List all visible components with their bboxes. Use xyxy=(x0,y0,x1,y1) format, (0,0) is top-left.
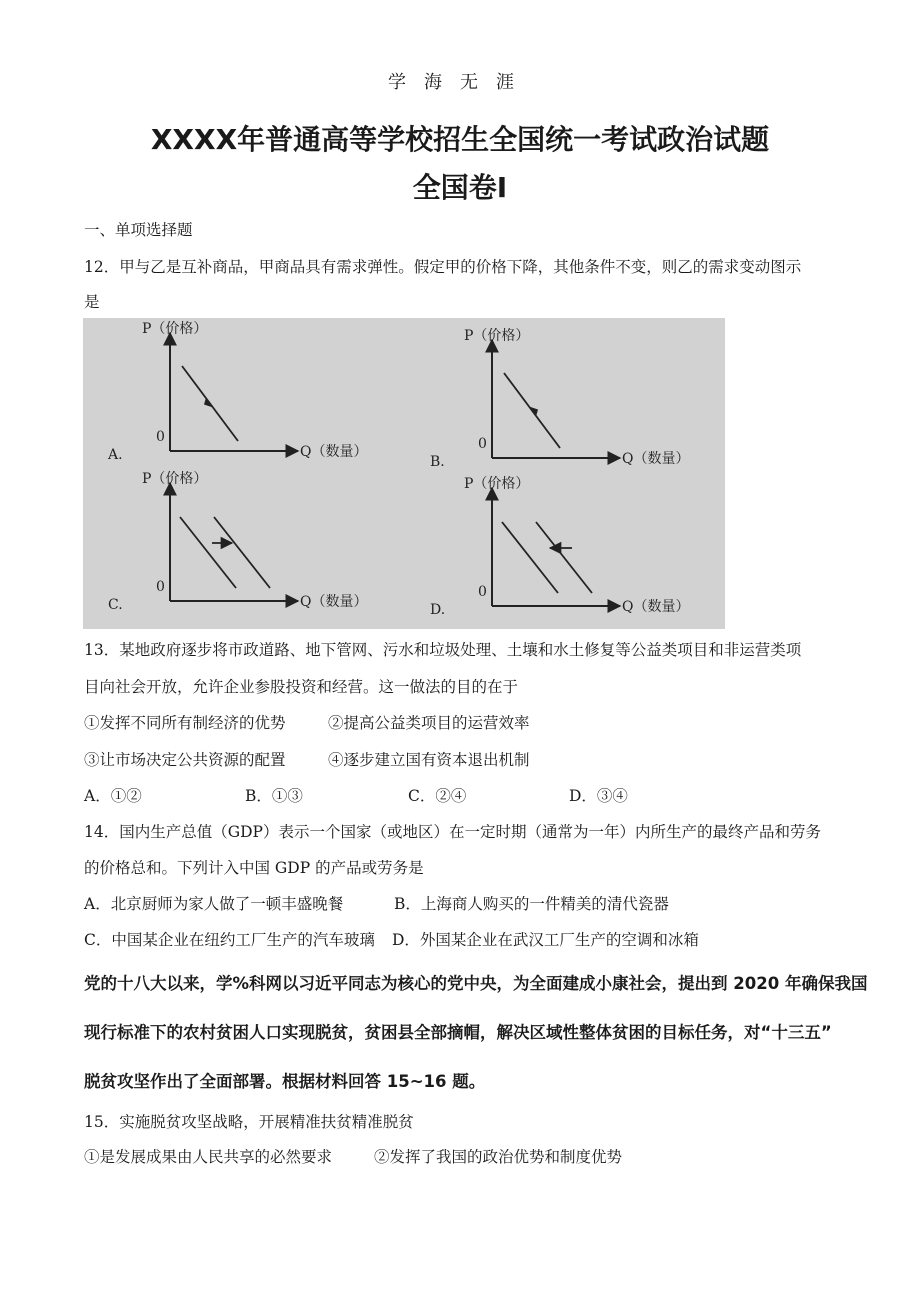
panel-b-origin: 0 xyxy=(478,436,487,452)
q13-item-1: ①发挥不同所有制经济的优势 xyxy=(84,714,286,732)
q13-item-3: ③让市场决定公共资源的配置 xyxy=(84,751,286,769)
panel-d-origin: 0 xyxy=(478,584,487,600)
panel-a-x-label: Q（数量） xyxy=(300,444,368,460)
q14-option-b[interactable]: B．上海商人购买的一件精美的清代瓷器 xyxy=(394,895,669,913)
panel-b-shift-arrow xyxy=(529,407,538,417)
panel-b-x-label: Q（数量） xyxy=(622,451,690,467)
q14-option-c[interactable]: C．中国某企业在纽约工厂生产的汽车玻璃 xyxy=(84,931,375,949)
panel-d-x-label: Q（数量） xyxy=(622,599,690,615)
q13-stem-line2: 目向社会开放，允许企业参股投资和经营。这一做法的目的在于 xyxy=(84,678,519,696)
panel-d-y-label: P（价格） xyxy=(464,476,530,492)
q13-option-a[interactable]: A．①② xyxy=(84,787,142,805)
material-line2: 现行标准下的农村贫困人口实现脱贫，贫困县全部摘帽，解决区域性整体贫困的目标任务，对“十三五” xyxy=(84,1023,832,1042)
panel-a-shift-arrow xyxy=(204,398,213,408)
q14-stem-line2: 的价格总和。下列计入中国 GDP 的产品或劳务是 xyxy=(84,859,424,877)
header-note: 学海无涯 xyxy=(388,72,532,93)
panel-c-y-label: P（价格） xyxy=(142,471,208,487)
q13-item-4: ④逐步建立国有资本退出机制 xyxy=(328,751,530,769)
q12-stem-line2: 是 xyxy=(84,293,100,311)
panel-c-label: C. xyxy=(108,597,123,613)
panel-d-demand-curve-1 xyxy=(502,522,558,593)
q15-item-1: ①是发展成果由人民共享的必然要求 xyxy=(84,1148,333,1166)
q14-option-a[interactable]: A．北京厨师为家人做了一顿丰盛晚餐 xyxy=(84,895,344,913)
q13-stem-line1: 13．某地政府逐步将市政道路、地下管网、污水和垃圾处理、土壤和水土修复等公益类项目和非运营类项 xyxy=(84,641,802,659)
panel-a-label: A. xyxy=(108,447,123,463)
q12-figure xyxy=(83,318,725,629)
q12-stem-line1: 12．甲与乙是互补商品，甲商品具有需求弹性。假定甲的价格下降，其他条件不变，则乙的需求变动图示 xyxy=(84,258,802,276)
panel-b-y-label: P（价格） xyxy=(464,328,530,344)
panel-d-label: D. xyxy=(430,602,446,618)
material-line1: 党的十八大以来，学%科网以习近平同志为核心的党中央，为全面建成小康社会，提出到 2020 年确保我国 xyxy=(84,974,868,993)
panel-c-origin: 0 xyxy=(156,579,165,595)
panel-c-x-label: Q（数量） xyxy=(300,594,368,610)
page-title: XXXX年普通高等学校招生全国统一考试政治试题 xyxy=(150,123,770,156)
panel-b-label: B. xyxy=(430,454,445,470)
panel-a-y-label: P（价格） xyxy=(142,321,208,337)
q13-item-2: ②提高公益类项目的运营效率 xyxy=(328,714,530,732)
page-subtitle: 全国卷Ⅰ xyxy=(412,171,508,204)
q13-option-b[interactable]: B．①③ xyxy=(245,787,303,805)
q13-option-d[interactable]: D．③④ xyxy=(569,787,628,805)
panel-a-origin: 0 xyxy=(156,429,165,445)
q13-option-c[interactable]: C．②④ xyxy=(408,787,467,805)
panel-c-demand-curve-2 xyxy=(214,517,270,588)
panel-c-demand-curve-1 xyxy=(180,517,236,588)
material-line3: 脱贫攻坚作出了全面部署。根据材料回答 15~16 题。 xyxy=(84,1072,486,1091)
q14-stem-line1: 14．国内生产总值（GDP）表示一个国家（或地区）在一定时期（通常为一年）内所生产的最终产品和劳务 xyxy=(84,823,821,841)
section-heading: 一、单项选择题 xyxy=(84,221,193,239)
q15-stem: 15．实施脱贫攻坚战略，开展精准扶贫精准脱贫 xyxy=(84,1113,414,1131)
panel-d-demand-curve-2 xyxy=(536,522,592,593)
q15-item-2: ②发挥了我国的政治优势和制度优势 xyxy=(374,1148,623,1166)
q14-option-d[interactable]: D．外国某企业在武汉工厂生产的空调和冰箱 xyxy=(392,931,699,949)
q12-demand-graphs xyxy=(83,318,725,629)
